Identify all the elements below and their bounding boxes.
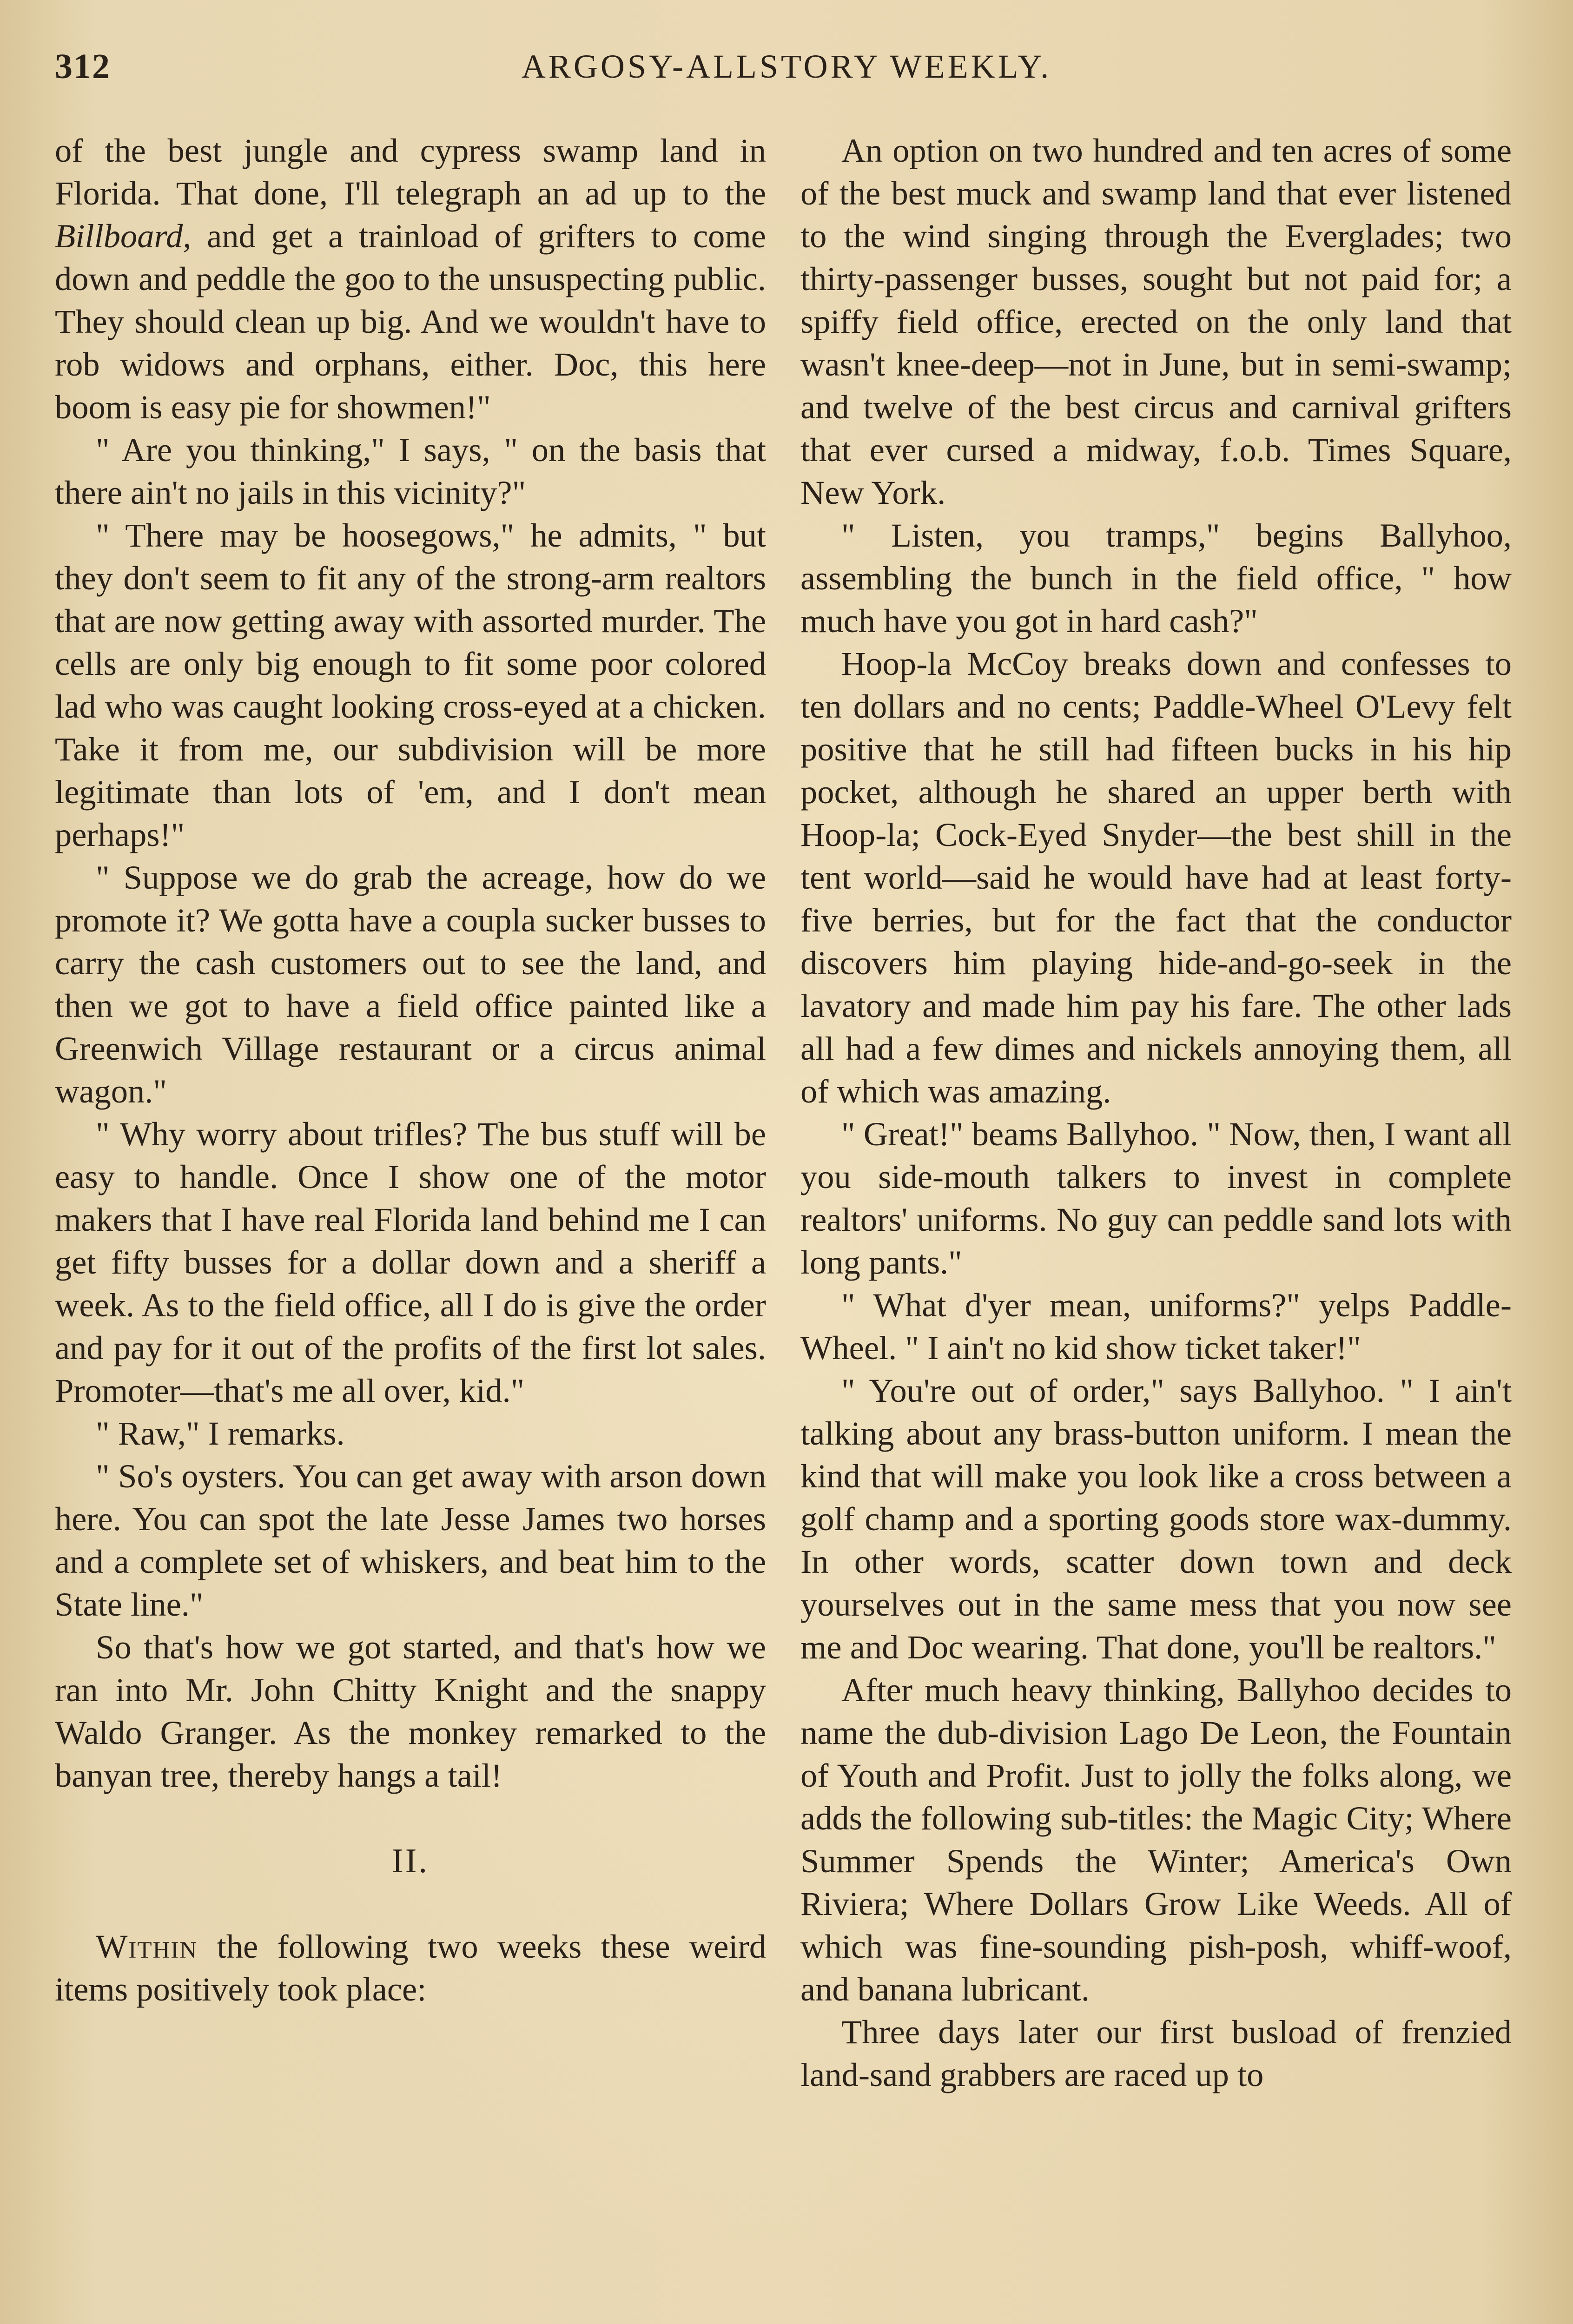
paragraph: " There may be hoosegows," he admits, " but they don't seem to fit any of the strong-arm realtors that are now getting away with assorted murder. The cells are only big enough to fit some poor colored lad who was caught looking cross-eyed at a chicken. Take it from me, our subdivision will be more legitimate than lots of 'em, and I don't mean perhaps!" xyxy=(55,516,766,853)
paragraph-part: of the best jungle and cypress swamp land in Florida. That done, I'll telegraph an ad up to the xyxy=(55,132,766,212)
paragraph: " Great!" beams Ballyhoo. " Now, then, I want all you side-mouth talkers to invest in complete realtors' uniforms. No guy can peddle sand lots with long pants." xyxy=(800,1115,1512,1281)
paragraph: " Why worry about trifles? The bus stuff will be easy to handle. Once I show one of the motor makers that I have real Florida land behind me I can get fifty busses for a dollar down and a sheriff a week. As to the field office, all I do is give the order and pay for it out of the profits of the first lot sales. Promoter—that's me all over, kid." xyxy=(55,1115,766,1409)
paragraph: " Are you thinking," I says, " on the basis that there ain't no jails in this vicinity?" xyxy=(55,431,766,511)
section-opening-word: Within xyxy=(96,1928,198,1965)
paragraph: After much heavy thinking, Ballyhoo decides to name the dub-division Lago De Leon, the Fountain of Youth and Profit. Just to jolly the folks along, we adds the following sub-titles: the Magic City; Where Summer Spends the Winter; America's Own Riviera; Where Dollars Grow Like Weeds. All of which was fine-sounding pish-posh, whiff-woof, and banana lubricant. xyxy=(800,1671,1512,2008)
paragraph: So that's how we got started, and that's how we ran into Mr. John Chitty Knight and the snappy Waldo Granger. As the monkey remarked to the banyan tree, thereby hangs a tail! xyxy=(55,1628,766,1794)
section-heading: II. xyxy=(392,1842,429,1880)
paragraph: " You're out of order," says Ballyhoo. " I ain't talking about any brass-button uniform. I mean the kind that will make you look like a cross between a golf champ and a sporting goods store wax-dummy. In other words, scatter down town and deck yourselves out in the same mess that you now see me and Doc wearing. That done, you'll be realtors." xyxy=(800,1372,1512,1666)
paragraph-part: the following two weeks these weird items positively took place: xyxy=(55,1928,766,2008)
left-column xyxy=(55,129,766,2011)
paragraph: Three days later our first busload of frenzied land-sand grabbers are raced up to xyxy=(800,2013,1512,2093)
paragraph: An option on two hundred and ten acres of some of the best muck and swamp land that ever listened to the wind singing through the Everglades; two thirty-passenger busses, sought but not paid for; a spiffy field office, erected on the only land that wasn't knee-deep—not in June, but in semi-swamp; and twelve of the best circus and carnival grifters that ever cursed a midway, f.o.b. Times Square, New York. xyxy=(800,132,1512,511)
page-number: 312 xyxy=(55,47,111,86)
paragraph: " Suppose we do grab the acreage, how do we promote it? We gotta have a coupla sucker busses to carry the cash customers out to see the land, and then we got to have a field office painted like a Greenwich Village restaurant or a circus animal wagon." xyxy=(55,858,766,1110)
right-column xyxy=(800,129,1512,2096)
paragraph xyxy=(55,129,766,429)
paragraph-part: and get a trainload of grifters to come down and peddle the goo to the unsuspecting public. They should clean up big. And we wouldn't have to rob widows and orphans, either. Doc, this here boom is easy pie for showmen!" xyxy=(55,217,766,426)
paragraph: Hoop-la McCoy breaks down and confesses to ten dollars and no cents; Paddle-Wheel O'Levy felt positive that he still had fifteen bucks in his hip pocket, although he shared an upper berth with Hoop-la; Cock-Eyed Snyder—the best shill in the tent world—said he would have had at least forty-five berries, but for the fact that the conductor discovers him playing hide-and-go-seek in the lavatory and made him pay his fare. The other lads all had a few dimes and nickels annoying them, all of which was amazing. xyxy=(800,645,1512,1110)
paragraph: " Raw," I remarks. xyxy=(96,1414,345,1452)
paragraph: " So's oysters. You can get away with arson down here. You can spot the late Jesse James two horses and a complete set of whiskers, and beat him to the State line." xyxy=(55,1457,766,1623)
paragraph: " What d'yer mean, uniforms?" yelps Paddle-Wheel. " I ain't no kid show ticket taker!" xyxy=(800,1286,1512,1367)
italic-title: Billboard, xyxy=(55,217,192,255)
paragraph xyxy=(55,1925,766,2011)
paragraph: " Listen, you tramps," begins Ballyhoo, assembling the bunch in the field office, " how much have you got in hard cash?" xyxy=(800,516,1512,640)
running-head: ARGOSY-ALLSTORY WEEKLY. xyxy=(521,48,1052,85)
